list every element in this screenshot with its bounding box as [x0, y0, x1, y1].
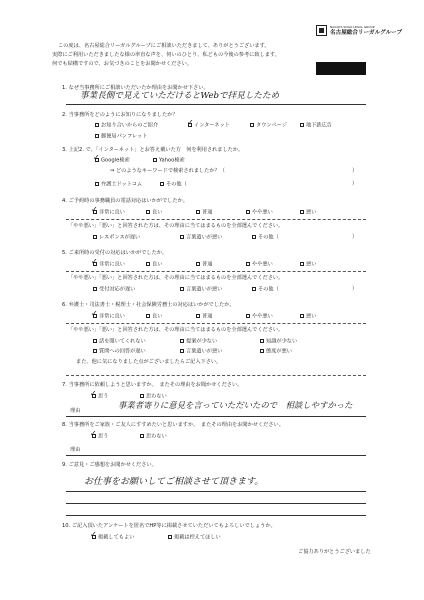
- q3-option-yahoo[interactable]: Yahoo検索: [153, 158, 185, 164]
- q4-checkmark-icon: ✓: [91, 205, 98, 214]
- q1-label: 1. なぜ当事務所にご相談いただいたか理由をお聞かせ下さい。: [62, 85, 209, 91]
- q3-label: 3. 上記2. で、「インターネット」とお答え戴いた方 何を利用されましたか。: [62, 147, 244, 153]
- q10-option-allow[interactable]: 掲載してもよい: [92, 535, 134, 541]
- q3-checkmark-icon: ✓: [93, 153, 100, 162]
- q4-divider: [66, 219, 366, 220]
- q4-scale-bad[interactable]: 悪い: [300, 210, 316, 216]
- q3-other-close: ）: [352, 181, 358, 187]
- q7-checkmark-icon: ✓: [90, 389, 97, 398]
- q7-option-yes[interactable]: 思う: [92, 394, 108, 400]
- q4-scale-slightly-bad[interactable]: やや悪い: [246, 210, 273, 216]
- q5-scale-good[interactable]: 良い: [146, 262, 162, 268]
- redaction-block: [316, 62, 366, 75]
- q7-reason-label: 理由: [70, 408, 81, 414]
- q4-reason-language[interactable]: 言葉遣いが悪い: [180, 235, 222, 241]
- q7-option-no[interactable]: 思わない: [140, 394, 167, 400]
- q6-label: 6. 弁護士・司法書士・税理士・社会保険労務士の対応はいかがでしたか。: [62, 302, 235, 308]
- q6-scale-slightly-bad[interactable]: やや悪い: [246, 314, 273, 320]
- q9-answer[interactable]: お仕事をお願いしてご相談させて頂きます。: [84, 477, 264, 487]
- q5-scale-normal[interactable]: 普通: [196, 262, 212, 268]
- q5-reason-slow[interactable]: 受付対応が遅い: [93, 287, 135, 293]
- q5-reason-close: ）: [352, 286, 358, 292]
- q6-reason-language[interactable]: 言葉遣いが悪い: [180, 349, 222, 355]
- q6-divider: [66, 323, 366, 324]
- q7-answer[interactable]: 事業者寄りに意見を言っていただいたので 相談しやすかった: [118, 400, 353, 410]
- q3-option-google[interactable]: Google検索: [95, 158, 130, 164]
- q9-label: 9. ご意見・ご感想をお聞かせください。: [62, 462, 157, 468]
- q5-reason-language[interactable]: 言葉遣いが悪い: [180, 287, 222, 293]
- q5-scale-slightly-bad[interactable]: やや悪い: [246, 262, 273, 268]
- q6-scale-very-good[interactable]: 非常に良い: [93, 314, 125, 320]
- q8-option-no[interactable]: 思わない: [140, 434, 167, 440]
- q10-checkmark-icon: ✓: [90, 530, 97, 539]
- q5-reason-other[interactable]: その他（: [252, 287, 279, 293]
- q9-line-3: [66, 515, 366, 516]
- q2-option-post-pamphlet[interactable]: 郵便局パンフレット: [95, 134, 147, 140]
- q4-label: 4. ご予約時の事務職員の電話対応はいかがでしたか。: [62, 198, 188, 204]
- q3-option-bengoshi-com[interactable]: 弁護士ドットコム: [95, 182, 142, 188]
- q5-scale-very-good[interactable]: 非常に良い: [93, 262, 125, 268]
- q6-reason-not-listening[interactable]: 話を聞いてくれない: [93, 339, 146, 345]
- q2-checkmark-icon: ✓: [187, 118, 194, 127]
- q6-reason-few-proposals[interactable]: 提案が少ない: [180, 339, 217, 345]
- q6-other-prompt: また、他に気になりました点がございましたらご記入下さい。: [76, 359, 222, 365]
- q6-reason-low-knowledge[interactable]: 知識が少ない: [260, 339, 297, 345]
- q6-reason-attitude[interactable]: 態度が悪い: [260, 349, 292, 355]
- q5-label: 5. ご来所時の受付の対応はいかがでしたか。: [62, 250, 168, 256]
- q8-reason-label: 理由: [70, 447, 81, 453]
- q4-scale-normal[interactable]: 普通: [196, 210, 212, 216]
- q6-scale-normal[interactable]: 普通: [196, 314, 212, 320]
- q6-other-line: [66, 375, 366, 376]
- q6-reason-slow-answers[interactable]: 質問への回答が遅い: [93, 349, 146, 355]
- logo-small-text: NAGOYA SOGO LEGAL GROUP: [330, 25, 375, 29]
- q6-checkmark-icon: ✓: [91, 309, 98, 318]
- q4-scale-good[interactable]: 良い: [146, 210, 162, 216]
- q9-line-2: [66, 503, 366, 504]
- q6-scale-good[interactable]: 良い: [146, 314, 162, 320]
- q8-answer-line: [66, 455, 366, 456]
- q5-checkmark-icon: ✓: [91, 257, 98, 266]
- q5-followup: 「やや悪い」「悪い」と回答された方は、その理由に当てはまるものを全部選んでください。: [68, 275, 284, 281]
- q5-divider: [66, 271, 366, 272]
- q8-option-yes[interactable]: 思う: [92, 434, 108, 440]
- q2-option-internet[interactable]: インターネット: [188, 123, 230, 129]
- q2-option-townpage[interactable]: タウンページ: [250, 123, 287, 129]
- q4-followup: 「やや悪い」「悪い」と回答された方は、その理由に当てはまるものを全部選んでください。: [68, 223, 284, 229]
- q2-label: 2. 当事務所をどのようにお知りになりましたか？: [62, 112, 178, 118]
- q3-keyword-prompt: ⇒ どのようなキーワードで検索されましたか？（: [110, 168, 225, 174]
- q6-followup: 「やや悪い」「悪い」と回答された方は、その理由に当てはまるものを全部選んでください。: [68, 327, 284, 333]
- q2-option-referral[interactable]: お知り合いからのご紹介: [95, 123, 158, 129]
- q8-label: 8. 当事務所をご家族・ご友人にすすめたいと思いますか。 またその理由をお聞かせください。: [62, 422, 284, 428]
- q9-line-1: [66, 491, 366, 492]
- q8-checkmark-icon: ✓: [90, 429, 97, 438]
- q3-keyword-close: ）: [352, 168, 358, 174]
- intro-line-1: この度は、名古屋総合リーガルグループにご相談いただきまして、ありがとうございます。: [58, 43, 270, 49]
- q2-option-subway-ad[interactable]: 地下鉄広告: [300, 123, 332, 129]
- q1-answer[interactable]: 事業長側で見えていただけるとWebで拝見したため: [80, 91, 280, 101]
- q3-option-other[interactable]: その他（: [160, 182, 187, 188]
- q6-scale-bad[interactable]: 悪い: [300, 314, 316, 320]
- q7-label: 7. 当事務所に依頼しようと思いますか。 またその理由をお聞かせください。: [62, 382, 243, 388]
- logo-name: 名古屋総合リーガルグループ: [330, 30, 403, 36]
- q4-reason-close: ）: [352, 234, 358, 240]
- q4-scale-very-good[interactable]: 非常に良い: [93, 210, 125, 216]
- q5-scale-bad[interactable]: 悪い: [300, 262, 316, 268]
- intro-line-2: 実際にご利用いただきましたな様の率直な声を、伺いのひとり、私どもの今後の参考に致します。: [52, 52, 280, 58]
- intro-line-3: 何でも結構ですので、お気づきのことをお聞かせください。: [52, 61, 192, 67]
- company-logo-icon: [316, 25, 327, 36]
- q1-answer-line: [66, 104, 366, 105]
- q4-reason-slow[interactable]: レスポンスが遅い: [93, 235, 140, 241]
- footer-thanks: ご協力ありがとうございました: [298, 549, 371, 555]
- q7-answer-line: [66, 416, 366, 417]
- q10-label: 10. ご記入頂いたアンケートを匿名でHP等に掲載させていただいてもよろしいでしょうか。: [62, 523, 276, 529]
- q10-option-decline[interactable]: 掲載は控えてほしい: [168, 535, 221, 541]
- q4-reason-other[interactable]: その他（: [252, 235, 279, 241]
